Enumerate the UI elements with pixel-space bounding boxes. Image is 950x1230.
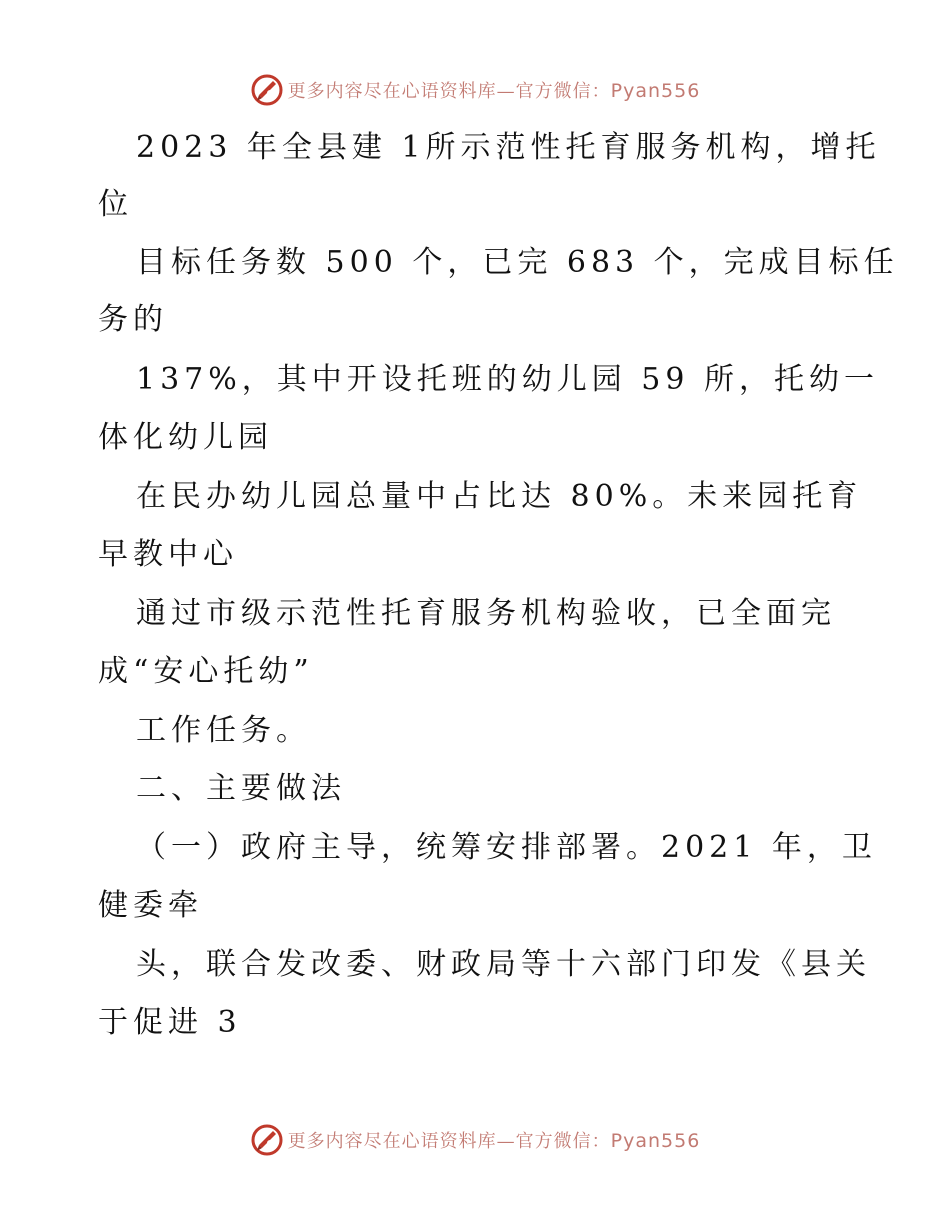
text-line: 在民办幼儿园总量中占比达 80%。未来园托育 bbox=[136, 479, 863, 514]
text-line: 于促进 3 bbox=[98, 1005, 242, 1040]
text-line: 位 bbox=[98, 187, 133, 222]
logo-icon bbox=[250, 73, 284, 107]
text-line: 头，联合发改委、财政局等十六部门印发《县关 bbox=[136, 947, 871, 982]
text-line: 137%，其中开设托班的幼儿园 59 所，托幼一 bbox=[136, 362, 880, 397]
watermark-text: 更多内容尽在心语资料库—官方微信：Pyan556 bbox=[287, 1130, 701, 1152]
text-line: 2023 年全县建 1所示范性托育服务机构，增托 bbox=[136, 130, 881, 165]
section-heading: 二、主要做法 bbox=[136, 771, 346, 806]
footer-watermark bbox=[0, 1120, 950, 1160]
watermark-text: 更多内容尽在心语资料库—官方微信：Pyan556 bbox=[287, 80, 701, 102]
header-watermark bbox=[0, 70, 950, 110]
text-line: 工作任务。 bbox=[136, 713, 311, 748]
text-line: 健委牵 bbox=[98, 888, 203, 923]
text-line: 成“安心托幼” bbox=[98, 654, 314, 689]
text-line: 体化幼儿园 bbox=[98, 420, 273, 455]
text-line: （一）政府主导，统筹安排部署。2021 年，卫 bbox=[136, 830, 877, 865]
text-line: 早教中心 bbox=[98, 537, 238, 572]
logo-icon bbox=[250, 1123, 284, 1157]
text-line: 目标任务数 500 个，已完 683 个，完成目标任 bbox=[136, 245, 899, 280]
text-line: 务的 bbox=[98, 302, 168, 337]
text-line: 通过市级示范性托育服务机构验收，已全面完 bbox=[136, 596, 836, 631]
